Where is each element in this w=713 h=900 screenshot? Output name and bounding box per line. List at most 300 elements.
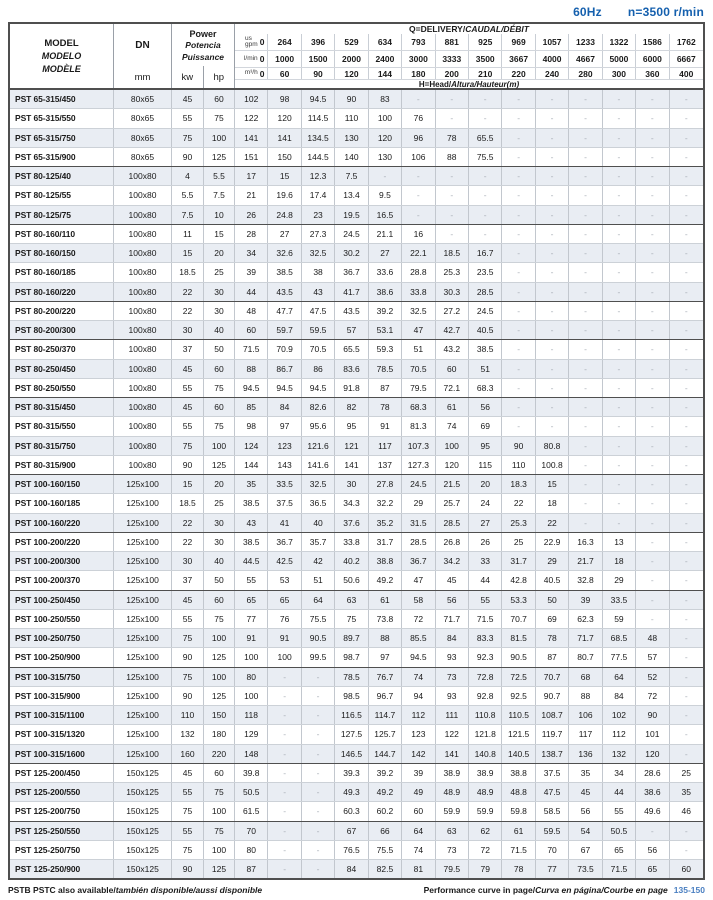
kw-cell: 45 bbox=[172, 764, 204, 782]
kw-cell: 11 bbox=[172, 225, 204, 243]
head-value-cell: - bbox=[569, 321, 602, 339]
model-cell: PST 80-315/750 bbox=[10, 437, 114, 455]
head-value-cell: 123 bbox=[402, 725, 435, 743]
head-value-cell: 60 bbox=[436, 360, 469, 378]
head-value-cell: 122 bbox=[436, 725, 469, 743]
head-value-cell: - bbox=[502, 129, 535, 147]
head-value-cell: - bbox=[536, 167, 569, 185]
head-value-cell: - bbox=[636, 244, 669, 262]
head-value-cell: 68.3 bbox=[402, 398, 435, 416]
head-value-cell: 22.9 bbox=[536, 533, 569, 551]
head-value-cell: - bbox=[502, 263, 535, 281]
head-value-cell: 27.3 bbox=[302, 225, 335, 243]
dn-cell: 125x100 bbox=[114, 687, 172, 705]
head-value-cell: - bbox=[302, 802, 335, 820]
head-value-cell: - bbox=[302, 668, 335, 686]
table-row bbox=[10, 821, 703, 840]
head-value-cell: - bbox=[603, 90, 636, 108]
hp-cell: 20 bbox=[204, 475, 235, 493]
head-value-cell: 53.3 bbox=[502, 591, 535, 609]
head-value-cell: 65 bbox=[235, 591, 268, 609]
head-value-cell: 87 bbox=[235, 860, 268, 878]
head-value-cell: 59.8 bbox=[502, 802, 535, 820]
model-cell: PST 100-250/750 bbox=[10, 629, 114, 647]
model-cell: PST 80-250/550 bbox=[10, 379, 114, 397]
kw-cell: 4 bbox=[172, 167, 204, 185]
head-value-cell: 38.8 bbox=[502, 764, 535, 782]
head-value-cell: - bbox=[636, 475, 669, 493]
model-cell: PST 80-125/55 bbox=[10, 186, 114, 204]
table-row bbox=[10, 551, 703, 570]
head-value-cell: - bbox=[684, 151, 688, 162]
flow-value: 925 bbox=[469, 34, 502, 50]
head-value-cell: 38.8 bbox=[369, 552, 402, 570]
head-value-cell: 31.7 bbox=[502, 552, 535, 570]
head-value-cell: - bbox=[684, 421, 688, 432]
head-value-cell: 55 bbox=[469, 591, 502, 609]
performance-table bbox=[8, 22, 705, 880]
head-value-cell: - bbox=[436, 109, 469, 127]
head-value-cell: 95.6 bbox=[302, 417, 335, 435]
dn-label: DN bbox=[135, 39, 150, 51]
kw-cell: 132 bbox=[172, 725, 204, 743]
head-value-cell: 48.8 bbox=[502, 783, 535, 801]
flow-value: 969 bbox=[502, 34, 535, 50]
kw-cell: 45 bbox=[172, 591, 204, 609]
kw-cell: 90 bbox=[172, 687, 204, 705]
hp-cell: 5.5 bbox=[204, 167, 235, 185]
head-value-cell: - bbox=[684, 690, 688, 701]
head-value-cell: 22 bbox=[502, 494, 535, 512]
head-value-cell: - bbox=[569, 148, 602, 166]
head-value-cell: 50 bbox=[536, 591, 569, 609]
head-value-cell: 121.5 bbox=[502, 725, 535, 743]
head-value-cell: 98.5 bbox=[335, 687, 368, 705]
head-value-cell: - bbox=[436, 206, 469, 224]
head-value-cell: 80 bbox=[235, 841, 268, 859]
head-value-cell: 38.9 bbox=[469, 764, 502, 782]
flow-value: 360 bbox=[636, 68, 669, 79]
kw-cell: 90 bbox=[172, 148, 204, 166]
head-value-cell: - bbox=[536, 225, 569, 243]
head-value-cell: 100 bbox=[235, 648, 268, 666]
head-value-cell: - bbox=[603, 302, 636, 320]
head-value-cell: 50.5 bbox=[603, 822, 636, 840]
model-cell: PST 100-200/300 bbox=[10, 552, 114, 570]
model-cell: PST 80-160/185 bbox=[10, 263, 114, 281]
head-value-cell: 65 bbox=[603, 841, 636, 859]
head-value-cell: - bbox=[684, 459, 688, 470]
kw-cell: 37 bbox=[172, 571, 204, 589]
head-value-cell: 107.3 bbox=[402, 437, 435, 455]
head-value-cell: 132 bbox=[603, 745, 636, 763]
head-value-cell: 72 bbox=[469, 841, 502, 859]
delivery-section-header bbox=[235, 24, 703, 88]
head-value-cell: 42.7 bbox=[436, 321, 469, 339]
flow-value: 120 bbox=[335, 68, 368, 79]
dn-cell: 125x100 bbox=[114, 552, 172, 570]
head-value-cell: - bbox=[603, 340, 636, 358]
head-value-cell: - bbox=[603, 186, 636, 204]
dn-cell: 125x100 bbox=[114, 745, 172, 763]
head-value-cell: 110 bbox=[335, 109, 368, 127]
head-value-cell: - bbox=[684, 190, 688, 201]
flow-value: 2000 bbox=[335, 51, 368, 67]
head-value-cell: 13 bbox=[603, 533, 636, 551]
head-value-cell: 95 bbox=[335, 417, 368, 435]
head-value-cell: 92.8 bbox=[469, 687, 502, 705]
kw-cell: 22 bbox=[172, 533, 204, 551]
head-value-cell: 23.5 bbox=[469, 263, 502, 281]
head-value-cell: - bbox=[369, 167, 402, 185]
head-value-cell: 63 bbox=[436, 822, 469, 840]
head-value-cell: - bbox=[603, 129, 636, 147]
head-value-cell: 83.3 bbox=[469, 629, 502, 647]
head-value-cell: 48.9 bbox=[469, 783, 502, 801]
head-value-cell: 33.6 bbox=[369, 263, 402, 281]
head-value-cell: 40.5 bbox=[536, 571, 569, 589]
head-value-cell: 29 bbox=[402, 494, 435, 512]
head-value-cell: 72.5 bbox=[502, 668, 535, 686]
model-cell: PST 100-250/550 bbox=[10, 610, 114, 628]
head-value-cell: - bbox=[684, 325, 688, 336]
head-value-cell: 88 bbox=[369, 629, 402, 647]
head-value-cell: 80.7 bbox=[569, 648, 602, 666]
head-value-cell: 77 bbox=[536, 860, 569, 878]
dn-cell: 80x65 bbox=[114, 90, 172, 108]
hp-cell: 60 bbox=[204, 591, 235, 609]
head-value-cell: 43.5 bbox=[335, 302, 368, 320]
head-value-cell: - bbox=[502, 340, 535, 358]
head-value-cell: - bbox=[684, 652, 688, 663]
head-value-cell: - bbox=[603, 379, 636, 397]
head-value-cell: 28 bbox=[235, 225, 268, 243]
head-value-cell: - bbox=[536, 129, 569, 147]
table-row bbox=[10, 359, 703, 378]
hp-cell: 100 bbox=[204, 841, 235, 859]
head-value-cell: 100.8 bbox=[536, 456, 569, 474]
head-value-cell: 86.7 bbox=[268, 360, 301, 378]
head-value-cell: - bbox=[684, 440, 688, 451]
head-value-cell: 141 bbox=[268, 129, 301, 147]
flow-value: 793 bbox=[402, 34, 435, 50]
head-value-cell: 35.7 bbox=[302, 533, 335, 551]
head-value-cell: - bbox=[569, 283, 602, 301]
flow-value: 300 bbox=[603, 68, 636, 79]
head-value-cell: - bbox=[636, 302, 669, 320]
head-value-cell: 43 bbox=[235, 514, 268, 532]
head-value-cell: - bbox=[469, 186, 502, 204]
head-value-cell: 64 bbox=[402, 822, 435, 840]
flow-header-row bbox=[235, 34, 703, 51]
page-header bbox=[0, 0, 713, 20]
head-value-cell: - bbox=[536, 148, 569, 166]
head-value-cell: 40 bbox=[302, 514, 335, 532]
head-value-cell: - bbox=[268, 725, 301, 743]
head-value-cell: 142 bbox=[402, 745, 435, 763]
flow-value: 3333 bbox=[436, 51, 469, 67]
head-value-cell: - bbox=[502, 283, 535, 301]
head-value-cell: - bbox=[636, 514, 669, 532]
flow-value: 1057 bbox=[536, 34, 569, 50]
head-value-cell: 53 bbox=[268, 571, 301, 589]
head-value-cell: - bbox=[603, 263, 636, 281]
head-value-cell: 68.5 bbox=[603, 629, 636, 647]
head-value-cell: - bbox=[268, 822, 301, 840]
head-value-cell: 33 bbox=[469, 552, 502, 570]
footer-right-i18n: Curva en página/Courbe en page bbox=[535, 885, 668, 895]
head-value-cell: 24 bbox=[469, 494, 502, 512]
kw-cell: 30 bbox=[172, 321, 204, 339]
table-row bbox=[10, 686, 703, 705]
head-value-cell: 61 bbox=[502, 822, 535, 840]
table-row bbox=[10, 262, 703, 281]
head-value-cell: 38.6 bbox=[369, 283, 402, 301]
head-value-cell: - bbox=[603, 456, 636, 474]
head-value-cell: 110.5 bbox=[502, 706, 535, 724]
table-row bbox=[10, 185, 703, 204]
kw-cell: 75 bbox=[172, 629, 204, 647]
kw-cell: 18.5 bbox=[172, 263, 204, 281]
dn-cell: 100x80 bbox=[114, 360, 172, 378]
head-value-cell: 51 bbox=[302, 571, 335, 589]
table-row bbox=[10, 147, 703, 166]
head-value-cell: 75.5 bbox=[302, 610, 335, 628]
hp-cell: 30 bbox=[204, 533, 235, 551]
head-value-cell: 92.3 bbox=[469, 648, 502, 666]
head-value-cell: 76.7 bbox=[369, 668, 402, 686]
head-value-cell: - bbox=[569, 456, 602, 474]
head-value-cell: - bbox=[636, 129, 669, 147]
hp-cell: 180 bbox=[204, 725, 235, 743]
head-value-cell: 114.7 bbox=[369, 706, 402, 724]
head-value-cell: 61.5 bbox=[235, 802, 268, 820]
footer-availability-note bbox=[8, 885, 262, 895]
head-value-cell: 80 bbox=[235, 668, 268, 686]
head-value-cell: 42 bbox=[302, 552, 335, 570]
flow-value: 6667 bbox=[676, 54, 696, 64]
kw-cell: 160 bbox=[172, 745, 204, 763]
head-value-cell: 76 bbox=[268, 610, 301, 628]
kw-cell: 15 bbox=[172, 475, 204, 493]
head-value-cell: 39.3 bbox=[335, 764, 368, 782]
head-value-cell: 70 bbox=[235, 822, 268, 840]
head-value-cell: 84 bbox=[335, 860, 368, 878]
head-value-cell: 70.9 bbox=[268, 340, 301, 358]
head-value-cell: 34.3 bbox=[335, 494, 368, 512]
head-value-cell: 45 bbox=[436, 571, 469, 589]
head-value-cell: 92.5 bbox=[502, 687, 535, 705]
head-value-cell: 32.5 bbox=[302, 475, 335, 493]
head-value-cell: 120 bbox=[636, 745, 669, 763]
head-value-cell: - bbox=[636, 494, 669, 512]
power-column-header bbox=[172, 24, 235, 88]
head-value-cell: 48.9 bbox=[436, 783, 469, 801]
head-value-cell: - bbox=[636, 225, 669, 243]
head-value-cell: 29 bbox=[536, 552, 569, 570]
power-unit-hp: hp bbox=[213, 71, 225, 83]
head-value-cell: 96.7 bbox=[369, 687, 402, 705]
head-value-cell: - bbox=[603, 417, 636, 435]
head-value-cell: 27 bbox=[469, 514, 502, 532]
head-value-cell: - bbox=[469, 206, 502, 224]
head-value-cell: 94.5 bbox=[402, 648, 435, 666]
head-value-cell: - bbox=[684, 729, 688, 740]
head-value-cell: 43.2 bbox=[436, 340, 469, 358]
flow-zero-value: 0 bbox=[259, 68, 265, 79]
head-value-cell: - bbox=[684, 209, 688, 220]
dn-cell: 150x125 bbox=[114, 764, 172, 782]
footer-right-en: Performance curve in page/ bbox=[423, 885, 536, 895]
head-value-cell: - bbox=[603, 109, 636, 127]
head-value-cell: 60.2 bbox=[369, 802, 402, 820]
head-value-cell: 24.5 bbox=[402, 475, 435, 493]
head-value-cell: 90 bbox=[636, 706, 669, 724]
head-value-cell: 25 bbox=[502, 533, 535, 551]
head-value-cell: 33.5 bbox=[603, 591, 636, 609]
table-row bbox=[10, 782, 703, 801]
hp-cell: 125 bbox=[204, 860, 235, 878]
head-value-cell: - bbox=[536, 360, 569, 378]
head-value-cell: - bbox=[603, 398, 636, 416]
head-value-cell: 94.5 bbox=[302, 90, 335, 108]
table-row bbox=[10, 609, 703, 628]
hp-cell: 25 bbox=[204, 263, 235, 281]
head-value-cell: - bbox=[636, 148, 669, 166]
head-value-cell: - bbox=[684, 479, 688, 490]
head-value-cell: 121.6 bbox=[302, 437, 335, 455]
head-value-cell: - bbox=[636, 456, 669, 474]
hp-cell: 40 bbox=[204, 552, 235, 570]
model-cell: PST 80-200/220 bbox=[10, 302, 114, 320]
kw-cell: 45 bbox=[172, 398, 204, 416]
head-value-cell: 96 bbox=[402, 129, 435, 147]
head-title bbox=[235, 80, 703, 89]
head-value-cell: - bbox=[636, 167, 669, 185]
table-row bbox=[10, 282, 703, 301]
model-cell: PST 80-125/40 bbox=[10, 167, 114, 185]
kw-cell: 55 bbox=[172, 109, 204, 127]
head-value-cell: 19.5 bbox=[335, 206, 368, 224]
head-value-cell: 25.3 bbox=[436, 263, 469, 281]
head-value-cell: - bbox=[536, 206, 569, 224]
head-value-cell: 72.1 bbox=[436, 379, 469, 397]
kw-cell: 5.5 bbox=[172, 186, 204, 204]
head-value-cell: 79.5 bbox=[402, 379, 435, 397]
dn-column-header bbox=[114, 24, 172, 88]
head-value-cell: - bbox=[569, 475, 602, 493]
head-value-cell: - bbox=[684, 671, 688, 682]
head-value-cell: 25 bbox=[681, 767, 691, 778]
hp-cell: 15 bbox=[204, 225, 235, 243]
head-value-cell: - bbox=[636, 571, 669, 589]
kw-cell: 75 bbox=[172, 437, 204, 455]
kw-cell: 37 bbox=[172, 340, 204, 358]
table-row bbox=[10, 205, 703, 224]
table-row bbox=[10, 724, 703, 743]
head-value-cell: 73.5 bbox=[569, 860, 602, 878]
model-header-es: MODELO bbox=[41, 50, 82, 61]
table-row bbox=[10, 570, 703, 589]
table-row bbox=[10, 859, 703, 878]
head-value-cell: - bbox=[636, 437, 669, 455]
head-value-cell: 122 bbox=[235, 109, 268, 127]
model-cell: PST 100-315/1100 bbox=[10, 706, 114, 724]
head-value-cell: 78 bbox=[369, 398, 402, 416]
head-value-cell: 51 bbox=[469, 360, 502, 378]
head-value-cell: - bbox=[502, 302, 535, 320]
dn-cell: 125x100 bbox=[114, 668, 172, 686]
head-value-cell: - bbox=[569, 263, 602, 281]
head-value-cell: 73.8 bbox=[369, 610, 402, 628]
head-value-cell: 69 bbox=[469, 417, 502, 435]
flow-value: 6000 bbox=[636, 51, 669, 67]
model-cell: PST 100-250/900 bbox=[10, 648, 114, 666]
hp-cell: 125 bbox=[204, 148, 235, 166]
head-value-cell: 39.8 bbox=[235, 764, 268, 782]
head-value-cell: 27 bbox=[369, 244, 402, 262]
head-value-cell: 78 bbox=[536, 629, 569, 647]
hp-cell: 20 bbox=[204, 244, 235, 262]
head-value-cell: 45 bbox=[569, 783, 602, 801]
head-value-cell: - bbox=[268, 860, 301, 878]
hp-cell: 40 bbox=[204, 321, 235, 339]
hp-cell: 75 bbox=[204, 610, 235, 628]
head-value-cell: - bbox=[268, 783, 301, 801]
head-value-cell: - bbox=[536, 321, 569, 339]
head-value-cell: - bbox=[603, 148, 636, 166]
head-value-cell: - bbox=[684, 536, 688, 547]
head-value-cell: 58 bbox=[402, 591, 435, 609]
head-value-cell: 18 bbox=[536, 494, 569, 512]
head-value-cell: 63 bbox=[335, 591, 368, 609]
model-cell: PST 65-315/750 bbox=[10, 129, 114, 147]
head-value-cell: 94.5 bbox=[268, 379, 301, 397]
head-value-cell: 40.5 bbox=[469, 321, 502, 339]
power-unit-kw: kw bbox=[172, 66, 204, 88]
head-value-cell: 38.5 bbox=[235, 533, 268, 551]
head-value-cell: 78.5 bbox=[369, 360, 402, 378]
head-value-cell: 30.3 bbox=[436, 283, 469, 301]
head-value-cell: 36.5 bbox=[302, 494, 335, 512]
head-value-cell: 40.2 bbox=[335, 552, 368, 570]
head-value-cell: 61 bbox=[369, 591, 402, 609]
head-value-cell: 86 bbox=[302, 360, 335, 378]
head-value-cell: - bbox=[684, 498, 688, 509]
head-value-cell: 140.5 bbox=[502, 745, 535, 763]
head-value-cell: 59.9 bbox=[469, 802, 502, 820]
head-value-cell: - bbox=[603, 475, 636, 493]
dn-cell: 100x80 bbox=[114, 379, 172, 397]
flow-header-row bbox=[235, 51, 703, 68]
head-value-cell: 35 bbox=[235, 475, 268, 493]
head-value-cell: 44.5 bbox=[235, 552, 268, 570]
kw-cell: 45 bbox=[172, 90, 204, 108]
head-value-cell: - bbox=[636, 822, 669, 840]
flow-value: 60 bbox=[268, 68, 301, 79]
head-value-cell: 87 bbox=[369, 379, 402, 397]
head-value-cell: 100 bbox=[436, 437, 469, 455]
head-value-cell: 21.5 bbox=[436, 475, 469, 493]
head-value-cell: - bbox=[684, 363, 688, 374]
head-value-cell: - bbox=[502, 360, 535, 378]
footer-left-en: PSTB PSTC also available/ bbox=[8, 885, 116, 895]
hp-cell: 75 bbox=[204, 109, 235, 127]
head-value-cell: - bbox=[436, 90, 469, 108]
table-row bbox=[10, 628, 703, 647]
head-value-cell: 125.7 bbox=[369, 725, 402, 743]
table-row bbox=[10, 416, 703, 435]
